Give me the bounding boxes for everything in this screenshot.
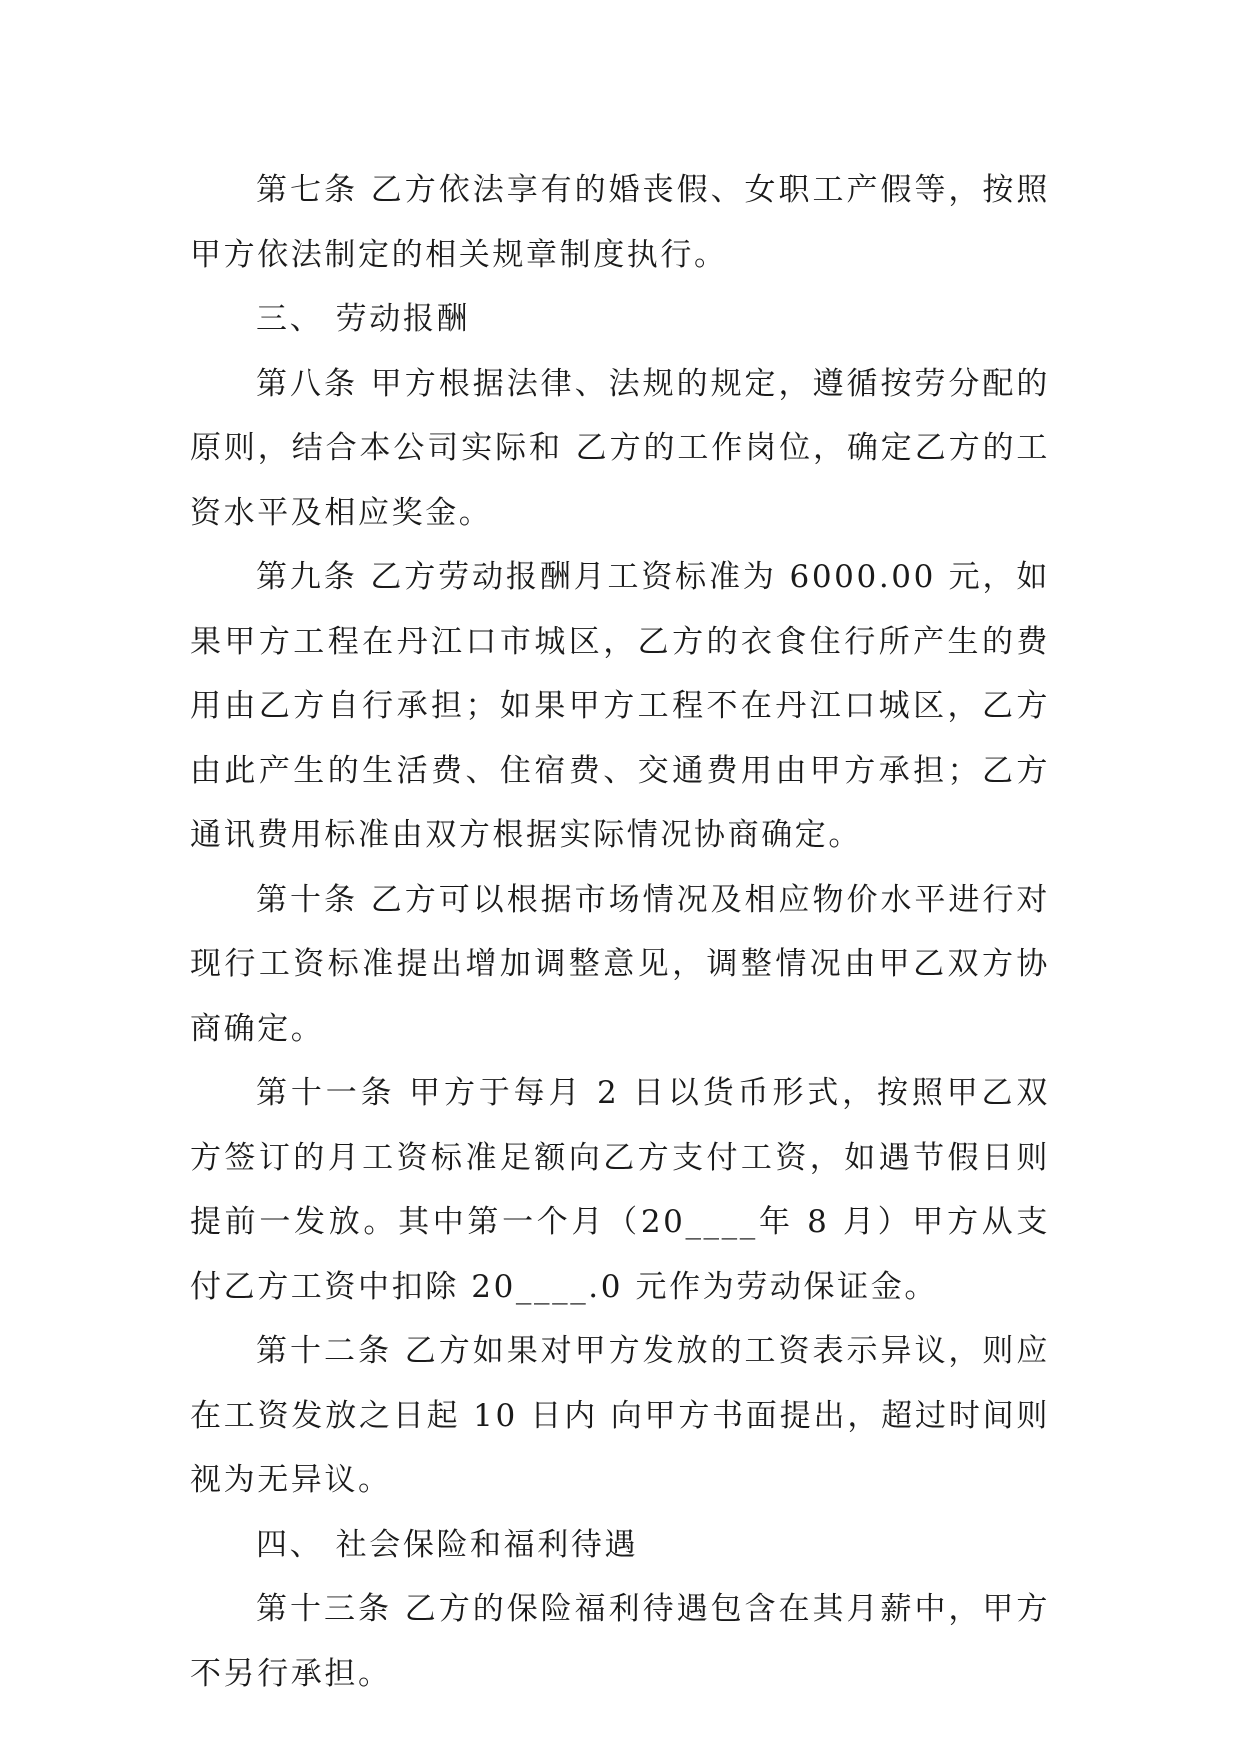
article-10-paragraph: 第十条 乙方可以根据市场情况及相应物价水平进行对现行工资标准提出增加调整意见，调整情况由甲乙双方协商确定。: [190, 881, 1050, 1047]
section-3-heading: 三、 劳动报酬: [256, 301, 471, 337]
article-13-paragraph: 第十三条 乙方的保险福利待遇包含在其月薪中，甲方不另行承担。: [190, 1591, 1050, 1692]
document-body: [190, 158, 1050, 1706]
article-8-paragraph: 第八条 甲方根据法律、法规的规定，遵循按劳分配的原则，结合本公司实际和 乙方的工作岗位，确定乙方的工资水平及相应奖金。: [190, 365, 1050, 531]
article-11-paragraph: 第十一条 甲方于每月 2 日以货币形式，按照甲乙双方签订的月工资标准足额向乙方支付工资，如遇节假日则提前一发放。其中第一个月（20____年 8 月）甲方从支付乙方工资中扣除 20____.0 元作为劳动保证金。: [190, 1075, 1050, 1305]
article-9-paragraph: 第九条 乙方劳动报酬月工资标准为 6000.00 元，如果甲方工程在丹江口市城区，乙方的衣食住行所产生的费用由乙方自行承担；如果甲方工程不在丹江口城区，乙方由此产生的生活费、住宿费、交通费用由甲方承担；乙方通讯费用标准由双方根据实际情况协商确定。: [190, 559, 1050, 853]
section-4-heading: 四、 社会保险和福利待遇: [256, 1526, 639, 1563]
article-12-paragraph: 第十二条 乙方如果对甲方发放的工资表示异议，则应在工资发放之日起 10 日内 向甲方书面提出，超过时间则视为无异议。: [190, 1333, 1050, 1498]
article-7-paragraph: 第七条 乙方依法享有的婚丧假、女职工产假等，按照甲方依法制定的相关规章制度执行。: [190, 172, 1050, 273]
